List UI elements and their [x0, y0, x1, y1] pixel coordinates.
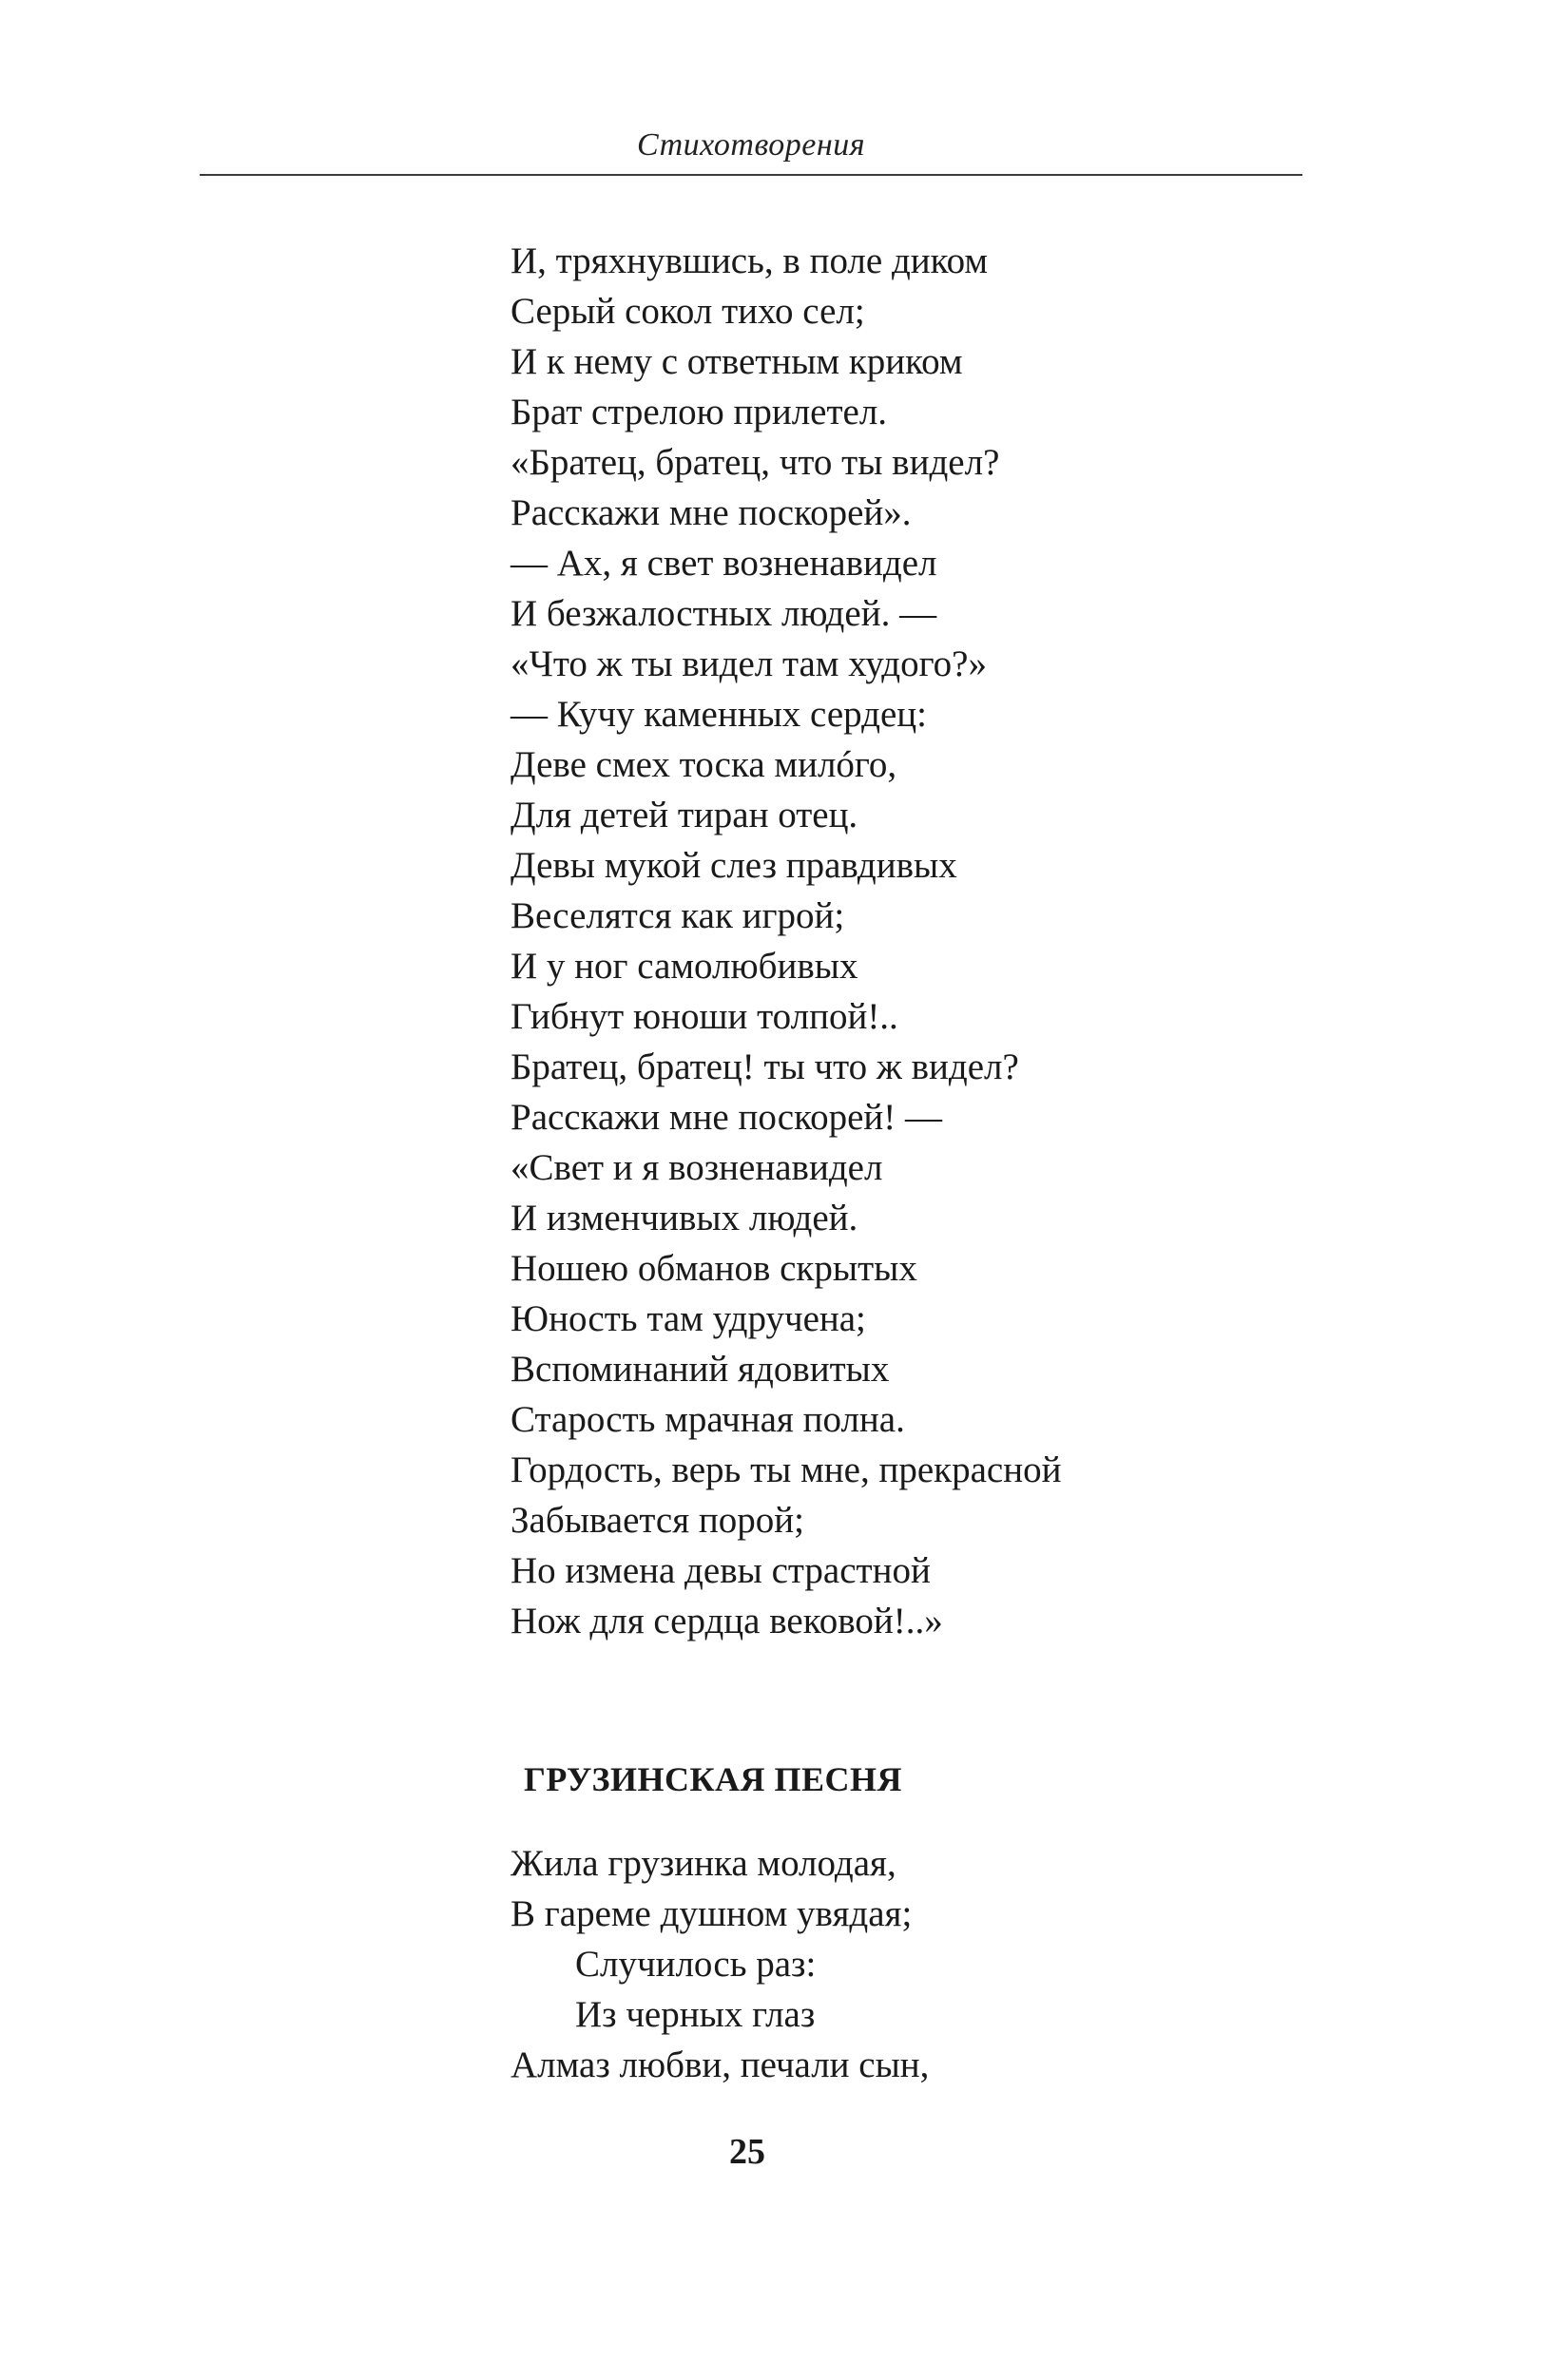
poem-line: Брат стрелою прилетел.	[511, 392, 888, 432]
poem-line-indented: Из черных глаз	[575, 1994, 816, 2035]
poem-line: — Ах, я свет возненавидел	[511, 543, 937, 584]
poem-line: Девы мукой слез правдивых	[511, 845, 957, 886]
poem-line: И у ног самолюбивых	[511, 946, 858, 987]
poem-line: — Кучу каменных сердец:	[511, 694, 927, 735]
poem-line: И, тряхнувшись, в поле диком	[511, 240, 989, 281]
poem-line: «Братец, братец, что ты видел?	[511, 442, 1000, 483]
poem-line: Веселятся как игрой;	[511, 895, 845, 936]
page-number: 25	[729, 2132, 765, 2172]
poem-line: Забывается порой;	[511, 1500, 805, 1541]
running-head: Стихотворения	[636, 127, 866, 163]
poem-line: Ношею обманов скрытых	[511, 1248, 917, 1289]
poem-line: Братец, братец! ты что ж видел?	[511, 1046, 1019, 1087]
poem-line: И безжалостных людей. —	[511, 593, 937, 634]
poem-line: Расскажи мне поскорей».	[511, 492, 912, 533]
poem-line: И к нему с ответным криком	[511, 341, 963, 382]
poem-continued	[511, 236, 1061, 1646]
poem-line: «Что ж ты видел там худого?»	[511, 643, 987, 684]
poem-line-indented: Случилось раз:	[575, 1944, 817, 1985]
header-rule	[200, 174, 1302, 176]
poem-line: Старость мрачная полна.	[511, 1399, 905, 1440]
poem-line: Гибнут юноши толпой!..	[511, 996, 898, 1037]
poem-georgian-song	[511, 1838, 929, 2090]
poem-line: Но измена девы страстной	[511, 1550, 931, 1591]
poem-line: Вспоминаний ядовитых	[511, 1349, 890, 1390]
poem-line: В гареме душном увядая;	[511, 1893, 913, 1934]
poem-line: Гордость, верь ты мне, прекрасной	[511, 1449, 1062, 1490]
poem-line: Деве смех тоска милóго,	[511, 744, 897, 785]
poem-line: Расскажи мне поскорей! —	[511, 1097, 943, 1138]
poem-line: Нож для сердца вековой!..»	[511, 1601, 943, 1641]
poem-line: Для детей тиран отец.	[511, 795, 858, 835]
poem-line: Жила грузинка молодая,	[511, 1843, 896, 1884]
poem-line: И изменчивых людей.	[511, 1198, 858, 1238]
poem-line: «Свет и я возненавидел	[511, 1147, 883, 1188]
poem-title: ГРУЗИНСКАЯ ПЕСНЯ	[524, 1760, 903, 1798]
poem-line: Юность там удручена;	[511, 1298, 866, 1339]
poem-line: Серый сокол тихо сел;	[511, 291, 865, 332]
poem-line: Алмаз любви, печали сын,	[511, 2044, 930, 2085]
